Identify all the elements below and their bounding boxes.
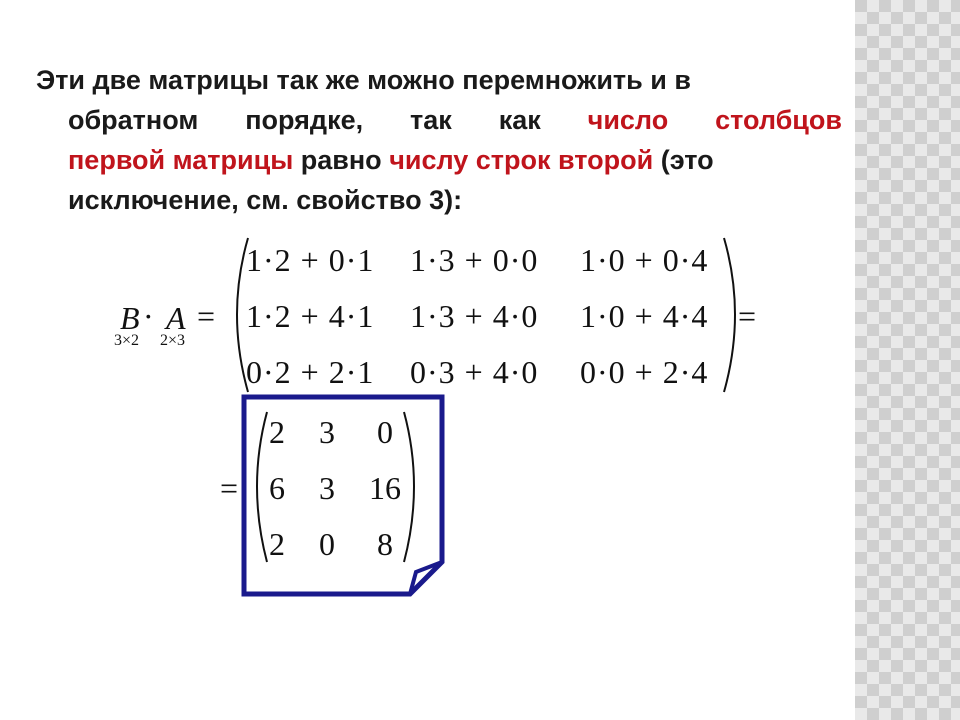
paragraph-line-1: Эти две матрицы так же можно перемножить и в — [36, 65, 691, 95]
plain-phrase: (это — [653, 145, 714, 175]
product-cell: 1·2 + 0·1 — [246, 242, 375, 278]
word: обратном — [68, 105, 199, 135]
equals-sign: = — [220, 470, 239, 506]
result-cell: 16 — [369, 470, 401, 506]
plain-phrase: равно — [293, 145, 390, 175]
result-cell: 2 — [269, 414, 285, 450]
word: порядке, — [245, 105, 364, 135]
word: так — [410, 105, 452, 135]
result-cell: 0 — [319, 526, 335, 562]
highlighted-word: число — [587, 105, 669, 135]
product-cell: 1·2 + 4·1 — [246, 298, 375, 334]
dimension-b: 3×2 — [114, 332, 140, 349]
product-cell: 1·0 + 0·4 — [580, 242, 709, 278]
result-cell: 3 — [319, 470, 335, 506]
highlighted-phrase: числу строк второй — [389, 145, 654, 175]
matrix-b-symbol: B — [120, 300, 140, 336]
equals-sign: = — [738, 298, 757, 334]
product-cell: 1·0 + 4·4 — [580, 298, 709, 334]
product-cell: 1·3 + 0·0 — [410, 242, 539, 278]
result-cell: 0 — [377, 414, 393, 450]
result-cell: 6 — [269, 470, 285, 506]
product-cell: 1·3 + 4·0 — [410, 298, 539, 334]
word: как — [498, 105, 541, 135]
product-cell: 0·0 + 2·4 — [580, 354, 709, 390]
dimension-a: 2×3 — [160, 332, 186, 349]
equals-sign: = — [197, 298, 216, 334]
product-cell: 0·3 + 4·0 — [410, 354, 539, 390]
result-cell: 2 — [269, 526, 285, 562]
matrix-a-symbol: A — [166, 300, 186, 336]
result-cell: 3 — [319, 414, 335, 450]
multiply-dot: · — [143, 298, 154, 334]
paragraph-line-4: исключение, см. свойство 3): — [68, 185, 463, 215]
product-cell: 0·2 + 2·1 — [246, 354, 375, 390]
highlighted-word: столбцов — [715, 105, 842, 135]
result-cell: 8 — [377, 526, 393, 562]
highlighted-phrase: первой матрицы — [68, 145, 294, 175]
